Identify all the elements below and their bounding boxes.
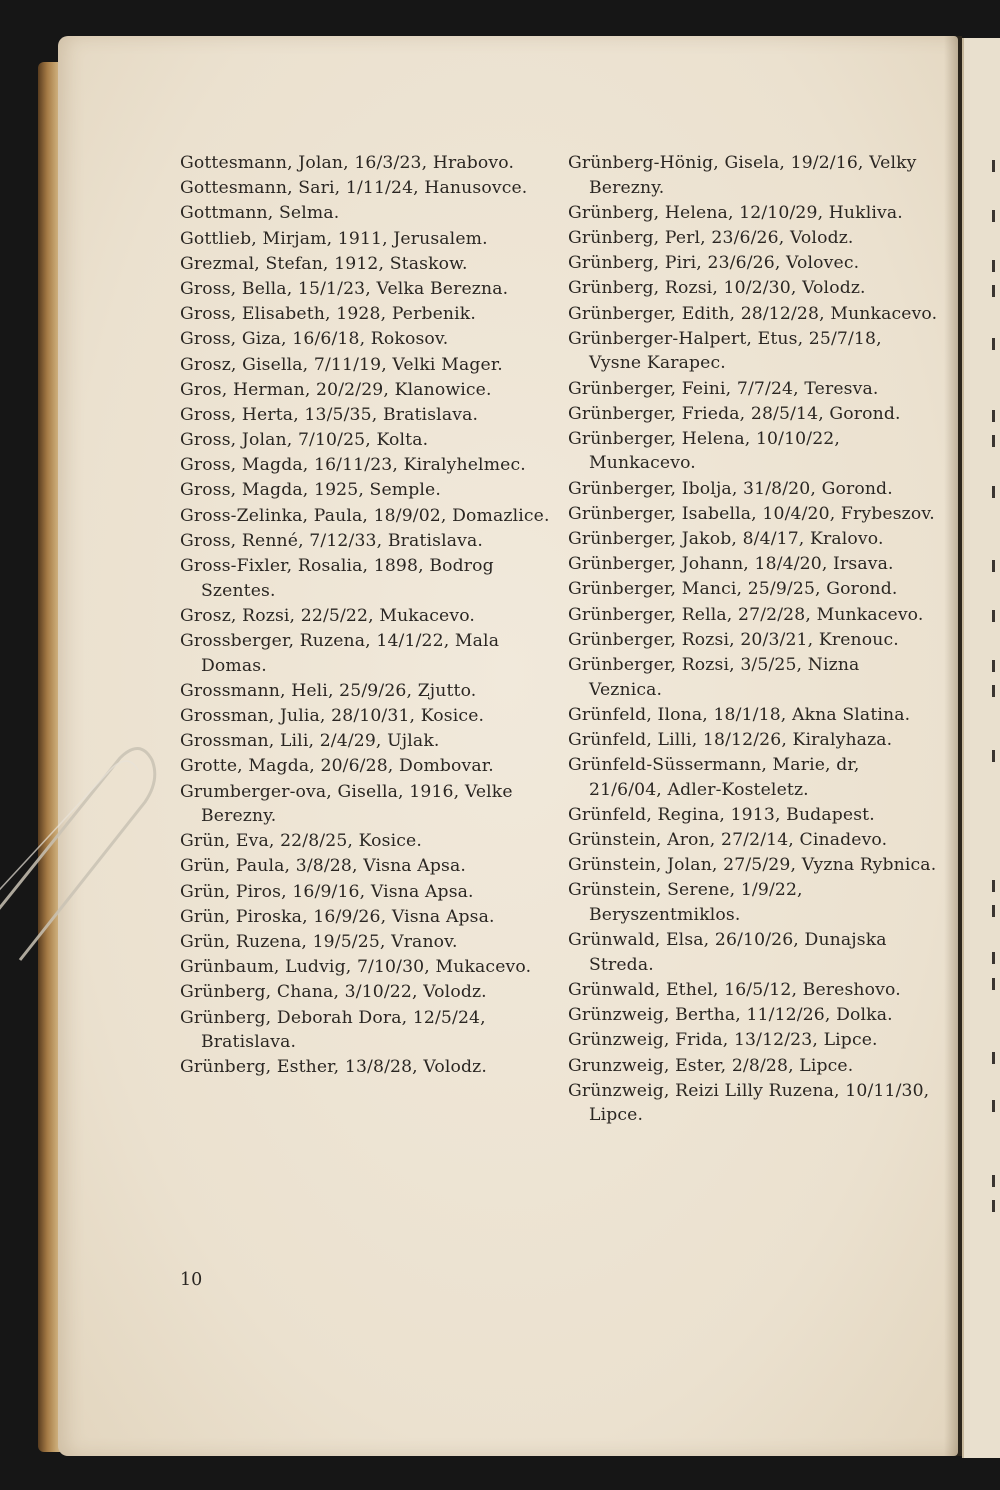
list-item: Grünwald, Ethel, 16/5/12, Bereshovo. (568, 980, 901, 1001)
list-item: Gottlieb, Mirjam, 1911, Jerusalem. (180, 228, 488, 249)
list-item: Grünberger, Jakob, 8/4/17, Kralovo. (568, 529, 884, 550)
list-item: Grünfeld-Süssermann, Marie, dr, 21/6/04, Adler-Kosteletz. (568, 755, 860, 800)
list-item: Grünberg, Rozsi, 10/2/30, Volodz. (568, 278, 866, 299)
list-item: Gros, Herman, 20/2/29, Klanowice. (180, 379, 492, 400)
list-item: Grünberger, Rozsi, 3/5/25, Nizna Veznica. (568, 654, 860, 700)
list-item: Grünstein, Aron, 27/2/14, Cinadevo. (568, 830, 888, 851)
right-column (568, 151, 938, 1129)
list-item: Grünberg, Esther, 13/8/28, Volodz. (180, 1057, 488, 1078)
list-item: Gottmann, Selma. (180, 203, 340, 224)
list-item: Grünberger, Frieda, 28/5/14, Gorond. (568, 403, 901, 424)
list-item: Grünberg, Deborah Dora, 12/5/24, Bratislava. (180, 1007, 486, 1053)
list-item: Grosz, Gisella, 7/11/19, Velki Mager. (180, 354, 503, 375)
list-item: Grossmann, Heli, 25/9/26, Zjutto. (180, 680, 477, 701)
list-item: Grünberger, Rozsi, 20/3/21, Krenouc. (568, 629, 899, 650)
list-item: Grün, Paula, 3/8/28, Visna Apsa. (180, 856, 466, 877)
list-item: Gross, Jolan, 7/10/25, Kolta. (180, 430, 429, 451)
list-item: Gross, Elisabeth, 1928, Perbenik. (180, 304, 476, 325)
list-item: Gross, Giza, 16/6/18, Rokosov. (180, 329, 449, 350)
list-item: Grünzweig, Frida, 13/12/23, Lipce. (568, 1030, 878, 1051)
list-item: Grünfeld, Lilli, 18/12/26, Kiralyhaza. (568, 729, 893, 750)
list-item: Grünberger, Edith, 28/12/28, Munkacevo. (568, 303, 938, 324)
list-item: Grünfeld, Ilona, 18/1/18, Akna Slatina. (568, 704, 911, 725)
list-item: Grünbaum, Ludvig, 7/10/30, Mukacevo. (180, 957, 532, 978)
list-item: Grünberg-Hönig, Gisela, 19/2/16, Velky Berezny. (568, 153, 917, 198)
page-number: 10 (180, 1270, 203, 1290)
list-item: Grünberg, Chana, 3/10/22, Volodz. (180, 982, 487, 1003)
list-item: Grotte, Magda, 20/6/28, Dombovar. (180, 756, 494, 777)
list-item: Grün, Piroska, 16/9/26, Visna Apsa. (180, 906, 495, 927)
list-item: Gross, Herta, 13/5/35, Bratislava. (180, 404, 479, 425)
list-item: Gross-Zelinka, Paula, 18/9/02, Domazlice. (180, 505, 550, 526)
list-item: Grossman, Lili, 2/4/29, Ujlak. (180, 731, 440, 752)
list-item: Grün, Piros, 16/9/16, Visna Apsa. (180, 881, 474, 902)
list-item: Gross, Renné, 7/12/33, Bratislava. (180, 530, 483, 551)
list-item: Gottesmann, Sari, 1/11/24, Hanusovce. (180, 178, 528, 199)
list-item: Grünberger, Manci, 25/9/25, Gorond. (568, 579, 898, 600)
list-item: Gross, Magda, 1925, Semple. (180, 480, 441, 501)
list-item: Gross, Bella, 15/1/23, Velka Berezna. (180, 278, 509, 299)
list-item: Grünstein, Serene, 1/9/22, Beryszentmiklos. (568, 880, 803, 926)
list-item: Grünwald, Elsa, 26/10/26, Dunajska Streda. (568, 930, 887, 975)
list-item: Grumberger-ova, Gisella, 1916, Velke Berezny. (180, 781, 513, 827)
list-item: Grünberger, Isabella, 10/4/20, Frybeszov. (568, 503, 935, 524)
list-item: Grünberger, Rella, 27/2/28, Munkacevo. (568, 604, 924, 625)
list-item: Grezmal, Stefan, 1912, Staskow. (180, 253, 468, 274)
list-item: Grünfeld, Regina, 1913, Budapest. (568, 804, 875, 825)
list-item: Grünstein, Jolan, 27/5/29, Vyzna Rybnica. (568, 855, 937, 876)
list-item: Grünberger-Halpert, Etus, 25/7/18, Vysne Karapec. (568, 328, 882, 374)
list-item: Grün, Eva, 22/8/25, Kosice. (180, 831, 422, 852)
list-item: Grünberg, Helena, 12/10/29, Hukliva. (568, 202, 903, 223)
list-item: Grünberger, Ibolja, 31/8/20, Gorond. (568, 478, 893, 499)
list-item: Gross-Fixler, Rosalia, 1898, Bodrog Szentes. (180, 556, 494, 601)
list-item: Grunzweig, Ester, 2/8/28, Lipce. (568, 1055, 854, 1076)
list-item: Grünzweig, Bertha, 11/12/26, Dolka. (568, 1005, 893, 1026)
left-column (180, 151, 558, 1081)
list-item: Gross, Magda, 16/11/23, Kiralyhelmec. (180, 455, 526, 476)
list-item: Grossman, Julia, 28/10/31, Kosice. (180, 705, 485, 726)
list-item: Grossberger, Ruzena, 14/1/22, Mala Domas. (180, 630, 500, 676)
list-item: Grünberg, Perl, 23/6/26, Volodz. (568, 227, 854, 248)
list-item: Grünzweig, Reizi Lilly Ruzena, 10/11/30, Lipce. (568, 1080, 930, 1126)
list-item: Grünberger, Feini, 7/7/24, Teresva. (568, 378, 879, 399)
list-item: Grünberger, Helena, 10/10/22, Munkacevo. (568, 428, 840, 474)
list-item: Grünberger, Johann, 18/4/20, Irsava. (568, 554, 894, 575)
list-item: Grün, Ruzena, 19/5/25, Vranov. (180, 932, 458, 953)
list-item: Gottesmann, Jolan, 16/3/23, Hrabovo. (180, 153, 515, 173)
gutter-shadow (944, 36, 962, 1456)
list-item: Grosz, Rozsi, 22/5/22, Mukacevo. (180, 605, 476, 626)
list-item: Grünberg, Piri, 23/6/26, Volovec. (568, 253, 860, 274)
facing-page-text-fragments (990, 140, 1000, 1260)
